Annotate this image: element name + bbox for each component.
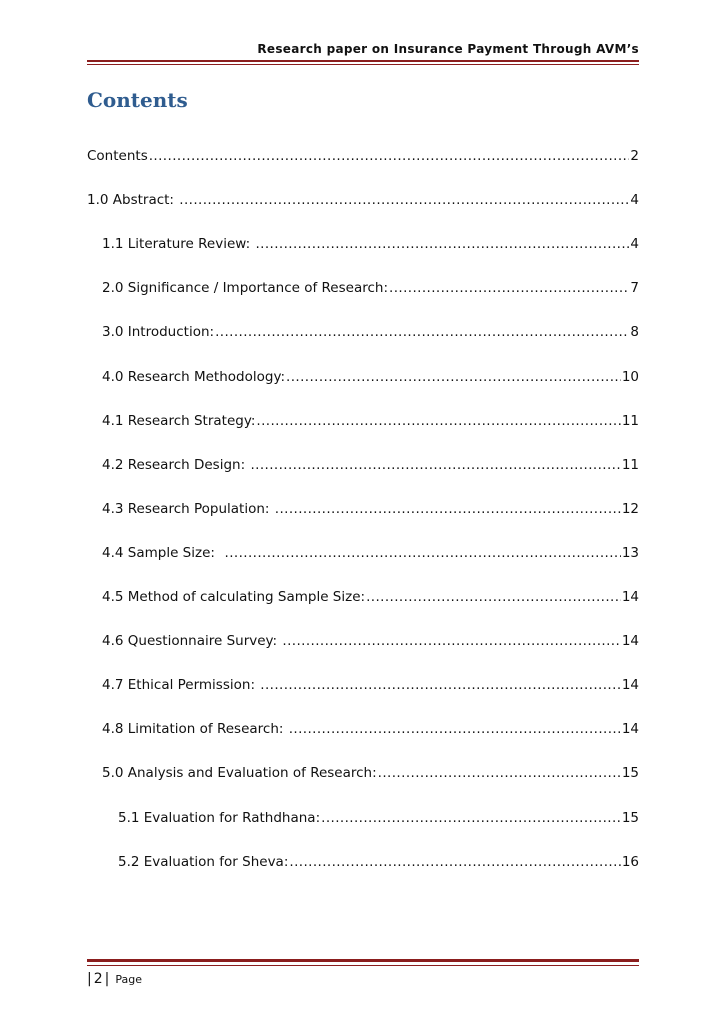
footer-page-word: Page bbox=[115, 973, 142, 986]
footer-rule-thin bbox=[87, 965, 639, 966]
toc-entry-page-number: 14 bbox=[621, 589, 639, 605]
toc-entry-label: Contents bbox=[87, 148, 148, 164]
footer-rule bbox=[87, 959, 639, 962]
footer-pipe-right: | bbox=[104, 971, 110, 987]
toc-entry[interactable] bbox=[102, 499, 639, 519]
toc-entry-label: 2.0 Significance / Importance of Research: bbox=[102, 280, 388, 297]
toc-dot-leader bbox=[289, 719, 621, 739]
toc-entry[interactable] bbox=[102, 543, 639, 563]
toc-entry-label: 4.8 Limitation of Research: bbox=[102, 721, 288, 738]
toc-entry-page-number: 15 bbox=[621, 765, 639, 782]
header-rule bbox=[87, 60, 639, 62]
toc-entry-label: 4.2 Research Design: bbox=[102, 456, 250, 473]
toc-entry-page-number: 15 bbox=[621, 809, 639, 826]
toc-entry[interactable] bbox=[102, 631, 639, 651]
header-rule-thin bbox=[87, 64, 639, 65]
toc-dot-leader bbox=[225, 543, 621, 563]
toc-entry[interactable] bbox=[102, 234, 639, 254]
toc-entry-label: 4.7 Ethical Permission: bbox=[102, 677, 260, 694]
toc-entry-page-number: 10 bbox=[621, 368, 639, 385]
toc-entry-page-number: 12 bbox=[621, 500, 639, 517]
toc-entry-label: 4.4 Sample Size: bbox=[102, 544, 224, 561]
toc-entry-label: 1.0 Abstract: bbox=[87, 192, 179, 209]
toc-entry-page-number: 14 bbox=[621, 633, 639, 650]
toc-dot-leader bbox=[250, 455, 620, 475]
toc-entry[interactable] bbox=[87, 146, 639, 166]
toc-entry-page-number: 8 bbox=[630, 324, 639, 341]
toc-entry-label: 4.0 Research Methodology: bbox=[102, 368, 286, 385]
toc-entry-label: 4.6 Questionnaire Survey: bbox=[102, 633, 282, 650]
toc-entry[interactable] bbox=[102, 278, 639, 298]
toc-dot-leader bbox=[286, 367, 621, 387]
toc-dot-leader bbox=[275, 499, 621, 519]
toc-entry[interactable] bbox=[102, 455, 639, 475]
toc-dot-leader bbox=[282, 631, 620, 651]
toc-dot-leader bbox=[389, 278, 629, 298]
toc-entry-label: 5.2 Evaluation for Sheva: bbox=[118, 853, 289, 870]
toc-entry-label: 4.5 Method of calculating Sample Size: bbox=[102, 589, 366, 605]
toc-dot-leader bbox=[366, 587, 621, 607]
toc-dot-leader bbox=[149, 146, 630, 166]
toc-dot-leader bbox=[215, 322, 629, 342]
toc-entry-page-number: 16 bbox=[621, 853, 639, 870]
toc-dot-leader bbox=[289, 852, 620, 872]
toc-dot-leader bbox=[378, 763, 621, 783]
running-header: Research paper on Insurance Payment Through AVM’s bbox=[257, 42, 639, 56]
toc-entry[interactable] bbox=[102, 322, 639, 342]
toc-entry-page-number: 14 bbox=[621, 721, 639, 738]
toc-dot-leader bbox=[260, 675, 621, 695]
toc-entry[interactable] bbox=[102, 719, 639, 739]
toc-entry[interactable] bbox=[102, 411, 639, 431]
toc-entry-page-number: 4 bbox=[630, 236, 639, 253]
toc-entry-label: 4.1 Research Strategy: bbox=[102, 412, 256, 429]
contents-heading: Contents bbox=[87, 88, 188, 112]
toc-entry[interactable] bbox=[87, 190, 639, 210]
toc-entry-label: 1.1 Literature Review: bbox=[102, 236, 255, 253]
toc-entry-page-number: 11 bbox=[621, 456, 639, 473]
toc-entry-page-number: 4 bbox=[630, 192, 639, 209]
toc-entry-page-number: 14 bbox=[621, 677, 639, 694]
toc-entry-label: 5.1 Evaluation for Rathdhana: bbox=[118, 809, 321, 826]
toc-entry-page-number: 7 bbox=[630, 280, 639, 297]
toc-entry[interactable] bbox=[118, 808, 639, 828]
page-footer bbox=[87, 971, 142, 987]
toc-entry[interactable] bbox=[102, 367, 639, 387]
toc-dot-leader bbox=[255, 234, 629, 254]
toc-entry-label: 3.0 Introduction: bbox=[102, 324, 215, 341]
toc-entry[interactable] bbox=[118, 852, 639, 872]
toc-entry-label: 4.3 Research Population: bbox=[102, 500, 274, 517]
toc-dot-leader bbox=[179, 190, 629, 210]
toc-dot-leader bbox=[256, 411, 620, 431]
toc-entry-page-number: 2 bbox=[630, 148, 639, 164]
toc-entry-label: 5.0 Analysis and Evaluation of Research: bbox=[102, 765, 377, 782]
toc-entry[interactable] bbox=[102, 587, 639, 607]
footer-pipe-left: | bbox=[87, 971, 92, 987]
toc-entry-page-number: 13 bbox=[621, 544, 639, 561]
toc-entry[interactable] bbox=[102, 675, 639, 695]
footer-page-number: 2 bbox=[93, 971, 103, 987]
toc-dot-leader bbox=[321, 808, 621, 828]
toc-entry[interactable] bbox=[102, 763, 639, 783]
toc-entry-page-number: 11 bbox=[621, 412, 639, 429]
